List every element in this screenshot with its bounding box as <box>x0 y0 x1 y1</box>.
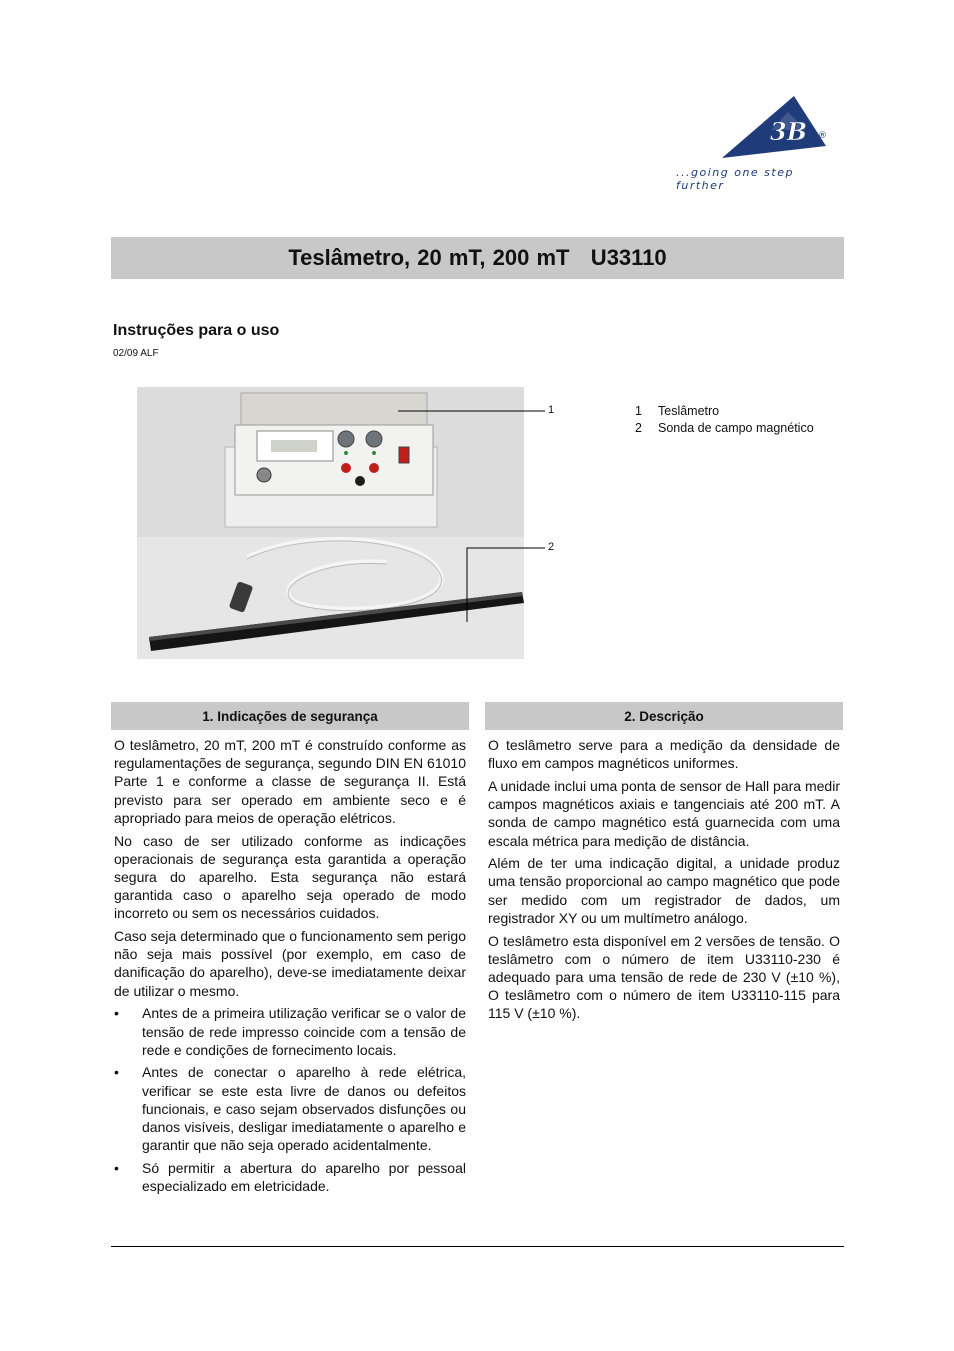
paragraph: No caso de ser utilizado conforme as indicações operacionais de segurança esta garantida a operação segura do aparelho. Esta segurança não estará garantida caso o aparelho seja operado de modo incorreto ou sem os necessários cuidados. <box>114 832 466 922</box>
section-heading: 2. Descrição <box>485 702 843 730</box>
legend-number: 1 <box>635 404 642 418</box>
legend-label: Sonda de campo magnético <box>658 421 814 435</box>
section-body <box>485 730 843 1023</box>
legend-label: Teslâmetro <box>658 404 720 418</box>
page-title: Teslâmetro, 20 mT, 200 mT U33110 <box>288 245 667 270</box>
paragraph: O teslâmetro esta disponível em 2 versões de tensão. O teslâmetro com o número de item U33110-230 é adequado para uma tensão de rede de 230 V (±10 %), O teslâmetro com o número de item U33110-115 para 115 V (±10 %). <box>488 932 840 1022</box>
bullet-item: • Antes de a primeira utilização verificar se o valor de tensão de rede impresso coincide com a tensão de rede e condições de fornecimento locais. <box>114 1004 466 1059</box>
legend-item <box>635 403 814 420</box>
document-subtitle: Instruções para o uso <box>113 322 280 339</box>
callout-1: 1 <box>548 404 555 416</box>
paragraph: O teslâmetro serve para a medição da densidade de fluxo em campos magnéticos uniformes. <box>488 737 840 772</box>
footer-rule <box>111 1246 844 1247</box>
paragraph: O teslâmetro, 20 mT, 200 mT é construído conforme as regulamentações de segurança, segundo DIN EN 61010 Parte 1 e conforme a classe de segurança II. Está previsto para ser operado em ambiente seco e é apropriado para meios de operação elétricos. <box>114 737 466 826</box>
figure-legend <box>635 403 814 437</box>
legend-number: 2 <box>635 421 642 435</box>
section-heading: 1. Indicações de segurança <box>111 702 469 730</box>
paragraph: A unidade inclui uma ponta de sensor de Hall para medir campos magnéticos axiais e tangenciais até 200 mT. A sonda de campo magnético está guarnecida com uma escala métrica para medição de distância. <box>488 777 840 849</box>
brand-tagline: ...going one step further <box>676 166 794 192</box>
logo-text: 3B <box>770 117 807 146</box>
registered-mark: ® <box>818 131 827 141</box>
section-description <box>485 702 843 1027</box>
section-body <box>111 730 469 1195</box>
callout-2: 2 <box>548 541 555 553</box>
date-code: 02/09 ALF <box>113 348 159 359</box>
legend-item <box>635 420 814 437</box>
paragraph: Além de ter uma indicação digital, a unidade produz uma tensão proporcional ao campo magnético que pode ser medido com um registrador de dados, um registrador XY ou um multímetro análogo. <box>488 855 840 926</box>
bullet-list <box>114 1004 466 1195</box>
bullet-item: • Só permitir a abertura do aparelho por pessoal especializado em eletricidade. <box>114 1159 466 1195</box>
section-safety <box>111 702 469 1200</box>
bullet-item: • Antes de conectar o aparelho à rede elétrica, verificar se este esta livre de danos ou defeitos funcionais, e caso sejam observados disfunções ou danos visíveis, desligar imediatamente o aparelho e garantir que não seja operado acidentalmente. <box>114 1063 466 1154</box>
paragraph: Caso seja determinado que o funcionamento sem perigo não seja mais possível (por exemplo, em caso de danificação do aparelho), deve-se imediatamente deixar de utilizar o mesmo. <box>114 928 466 999</box>
